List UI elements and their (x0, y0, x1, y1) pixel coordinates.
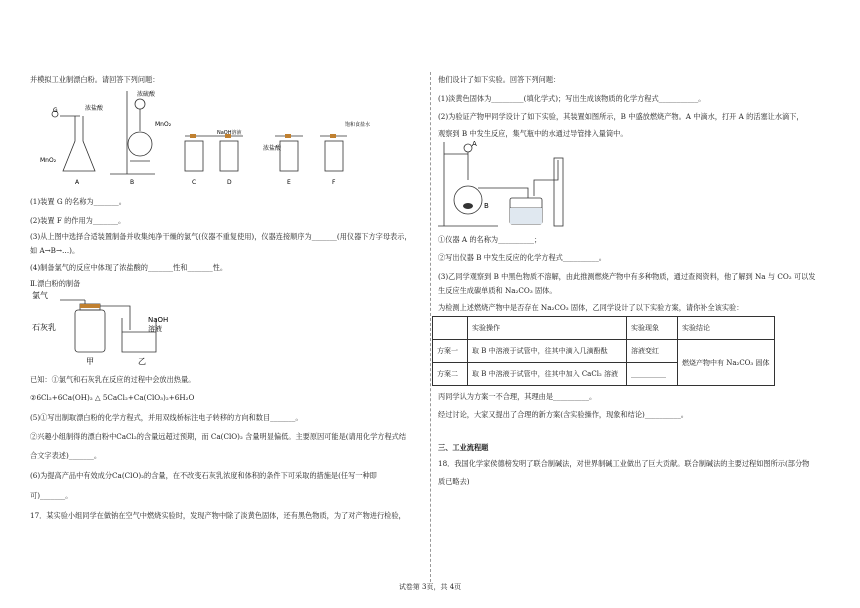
question-3-line1: (3)从上图中选择合适装置制备并收集纯净干燥的氯气(仪器不重复使用)，仪器连接顺序为_______(用仪器下方字母表示， (30, 232, 412, 241)
table-header-cell: 实验操作 (468, 317, 627, 340)
apparatus-a-label: A (472, 140, 477, 148)
question-5-2-line2: 合文字表述)_______。 (30, 451, 102, 460)
label-mno2-b: MnO₂ (155, 121, 172, 128)
jia-label: 甲 (86, 357, 94, 366)
label-c: C (192, 179, 197, 186)
after-table-1: 丙同学认为方案一不合理，其理由是__________。 (438, 392, 597, 401)
label-mno2-a: MnO₂ (40, 157, 57, 164)
right-question-2-line1: (2)为验证产物甲同学设计了如下实验，其装置如图所示，B 中盛放燃烧产物。A 中滴水，打开 A 的活塞让水滴下， (438, 112, 804, 121)
naoh-label: NaOH (148, 316, 169, 324)
question-1: (1)装置 G 的名称为_______。 (30, 197, 126, 206)
solution-label: 溶液 (148, 325, 162, 333)
section-2-title: Ⅱ.漂白粉的制备 (30, 279, 81, 288)
chlorine-label: 氯气 (32, 291, 48, 300)
question-5-1: (5)①写出制取漂白粉的化学方程式，并用双线桥标注电子转移的方向和数目_______。 (30, 413, 303, 422)
after-table-2: 经过讨论，大家又提出了合理的新方案(含实验操作，现象和结论)__________。 (438, 410, 688, 419)
apparatus-b-label: B (484, 202, 489, 210)
yi-label: 乙 (138, 357, 146, 366)
label-a: A (75, 179, 80, 186)
right-intro: 他们设计了如下实验。回答下列问题： (438, 75, 561, 84)
experiment-table (432, 316, 775, 386)
right-question-3-line1: (3)乙同学观察到 B 中黑色物质不溶解，由此推测燃烧产物中有多种物质，通过查阅资料，他了解到 Na 与 CO₂ 可以发 (438, 272, 816, 281)
column-divider (430, 72, 431, 582)
question-6-line1: (6)为提高产品中有效成分Ca(ClO)₂的含量，在不改变石灰乳浓度和体积的条件下可采取的措施是(任写一种即 (30, 471, 377, 480)
table-header-row (433, 317, 775, 340)
question-4: (4)制备氯气的反应中体现了浓盐酸的_______性和_______性。 (30, 263, 228, 272)
label-conc-h2so4: 浓硫酸 (137, 91, 156, 98)
label-e: E (287, 179, 291, 186)
right-question-3-line3: 为检测上述燃烧产物中是否存在 Na₂CO₃ 固体，乙同学设计了以下实验方案，请你补全该实验： (438, 303, 744, 312)
table-row (433, 340, 775, 363)
question-17: 17．某实验小组同学在做钠在空气中燃烧实验时，发现产物中除了淡黄色固体，还有黑色物质，为了对产物进行检验， (30, 511, 406, 520)
right-question-2-1: ①仪器 A 的名称为__________； (438, 235, 542, 244)
table-header-cell: 实验现象 (627, 317, 678, 340)
table-cell: 取 B 中溶液于试管中，往其中滴入几滴酚酞 (468, 340, 627, 363)
right-question-2-2: ②写出仪器 B 中发生反应的化学方程式__________。 (438, 253, 606, 262)
label-conc-hcl: 浓盐酸 (85, 105, 104, 112)
right-question-1: (1)淡黄色固体为_________(填化学式)；写出生成该物质的化学方程式___________。 (438, 94, 706, 103)
reaction-equation: ②6Cl₂+6Ca(OH)₂ △ 5CaCl₂+Ca(ClO₃)₂+6H₂O (30, 393, 195, 402)
question-3-line2: 如 A→B→…)。 (30, 246, 80, 255)
label-f: F (332, 179, 336, 186)
question-5-2-line1: ②兴趣小组制得的漂白粉中CaCl₂的含量远超过预期，而 Ca(ClO)₂ 含量明显偏低。主要原因可能是(请用化学方程式结 (30, 432, 407, 441)
bleach-apparatus-figure (30, 290, 180, 368)
label-naoh: NaOH溶液 (217, 130, 242, 136)
label-brine: 饱和食盐水 (345, 122, 371, 128)
apparatus-figure (35, 86, 371, 191)
table-conclusion-cell: 燃烧产物中有 Na₂CO₃ 固体 (678, 340, 775, 386)
question-2: (2)装置 F 的作用为_______。 (30, 216, 126, 225)
question-18-line1: 18．我国化学家侯德榜发明了联合制碱法，对世界制碱工业做出了巨大贡献。联合制碱法的主要过程如图所示(部分物 (438, 459, 810, 468)
question-18-line2: 质已略去) (438, 477, 470, 486)
table-header-cell (433, 317, 468, 340)
table-cell: 方案一 (433, 340, 468, 363)
table-cell: __________ (627, 363, 678, 386)
page-footer: 试卷第 3页，共 4页 (398, 583, 462, 591)
table-cell: 溶液变红 (627, 340, 678, 363)
label-g: G (53, 107, 58, 114)
question-6-line2: 可)_______。 (30, 491, 73, 500)
table-header-cell: 实验结论 (678, 317, 775, 340)
left-intro: 并模拟工业制漂白粉。请回答下列问题： (30, 75, 160, 84)
right-question-3-line2: 生反应生成碳单质和 Na₂CO₃ 固体。 (438, 286, 557, 295)
table-cell: 取 B 中溶液于试管中，往其中加入 CaCl₂ 溶液 (468, 363, 627, 386)
right-question-2-line2: 观察到 B 中发生反应，集气瓶中的水通过导管排入量筒中。 (438, 129, 628, 138)
sodium-apparatus-figure (438, 140, 578, 232)
section-3-title: 三、工业流程题 (438, 443, 489, 452)
label-b: B (130, 179, 135, 186)
label-conc-hcl-e: 浓盐酸 (263, 145, 282, 152)
table-cell: 方案二 (433, 363, 468, 386)
known-info: 已知：①氯气和石灰乳在反应的过程中会放出热量。 (30, 375, 196, 384)
label-d: D (227, 179, 232, 186)
lime-milk-label: 石灰乳 (32, 323, 56, 332)
